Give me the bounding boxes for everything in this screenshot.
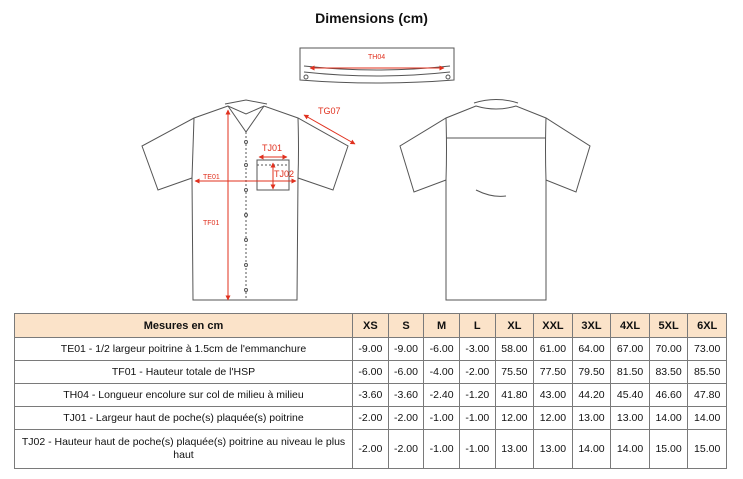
table-cell: 79.50 [572, 361, 611, 384]
table-cell: -2.40 [424, 384, 460, 407]
table-cell: 58.00 [495, 338, 534, 361]
table-cell: 73.00 [688, 338, 727, 361]
table-cell: -6.00 [353, 361, 389, 384]
table-row [15, 384, 727, 407]
table-cell: 67.00 [611, 338, 650, 361]
table-cell: 12.00 [495, 407, 534, 430]
back-shirt-illustration [400, 100, 590, 301]
tf01-label: TF01 [203, 220, 220, 227]
table-cell: -3.60 [353, 384, 389, 407]
size-header: 6XL [688, 314, 727, 338]
size-header: XS [353, 314, 389, 338]
front-shirt-illustration [142, 100, 348, 300]
table-cell: -6.00 [388, 361, 424, 384]
table-row [15, 361, 727, 384]
table-cell: 14.00 [611, 430, 650, 469]
table-cell: 15.00 [649, 430, 688, 469]
table-cell: 41.80 [495, 384, 534, 407]
table-cell: 83.50 [649, 361, 688, 384]
table-cell: -6.00 [424, 338, 460, 361]
table-cell: 81.50 [611, 361, 650, 384]
table-cell: -9.00 [353, 338, 389, 361]
size-header: XXL [534, 314, 573, 338]
table-cell: 61.00 [534, 338, 573, 361]
measure-label: TJ02 - Hauteur haut de poche(s) plaquée(s) poitrine au niveau le plus haut [15, 430, 353, 469]
table-cell: 13.00 [534, 430, 573, 469]
table-cell: 43.00 [534, 384, 573, 407]
table-cell: 14.00 [688, 407, 727, 430]
table-cell: 13.00 [572, 407, 611, 430]
size-header: 4XL [611, 314, 650, 338]
te01-label: TE01 [203, 174, 220, 181]
table-header-row [15, 314, 727, 338]
measure-label: TE01 - 1/2 largeur poitrine à 1.5cm de l'emmanchure [15, 338, 353, 361]
page-title: Dimensions (cm) [315, 10, 428, 26]
table-row [15, 430, 727, 469]
table-cell: -4.00 [424, 361, 460, 384]
table-cell: -1.20 [459, 384, 495, 407]
table-cell: -3.60 [388, 384, 424, 407]
table-cell: 14.00 [649, 407, 688, 430]
table-cell: -2.00 [388, 430, 424, 469]
table-cell: 85.50 [688, 361, 727, 384]
measure-label: TJ01 - Largeur haut de poche(s) plaquée(s) poitrine [15, 407, 353, 430]
table-cell: -3.00 [459, 338, 495, 361]
table-cell: 75.50 [495, 361, 534, 384]
table-cell: -1.00 [459, 430, 495, 469]
table-row [15, 407, 727, 430]
measure-label: TH04 - Longueur encolure sur col de milieu à milieu [15, 384, 353, 407]
tg07-label: TG07 [318, 106, 341, 116]
size-header: L [459, 314, 495, 338]
table-cell: -2.00 [388, 407, 424, 430]
table-cell: -1.00 [424, 430, 460, 469]
table-cell: -1.00 [459, 407, 495, 430]
header-label: Mesures en cm [15, 314, 353, 338]
table-cell: 45.40 [611, 384, 650, 407]
table-cell: 15.00 [688, 430, 727, 469]
table-cell: -1.00 [424, 407, 460, 430]
table-cell: -2.00 [459, 361, 495, 384]
table-cell: 12.00 [534, 407, 573, 430]
table-cell: -2.00 [353, 407, 389, 430]
size-header: S [388, 314, 424, 338]
table-cell: 77.50 [534, 361, 573, 384]
size-header: M [424, 314, 460, 338]
size-header: 3XL [572, 314, 611, 338]
table-cell: 14.00 [572, 430, 611, 469]
tj02-label: TJ02 [274, 169, 295, 179]
table-cell: 44.20 [572, 384, 611, 407]
table-cell: -9.00 [388, 338, 424, 361]
table-cell: 70.00 [649, 338, 688, 361]
table-cell: 47.80 [688, 384, 727, 407]
table-cell: 13.00 [611, 407, 650, 430]
table-cell: 64.00 [572, 338, 611, 361]
measure-label: TF01 - Hauteur totale de l'HSP [15, 361, 353, 384]
table-cell: 13.00 [495, 430, 534, 469]
table-cell: -2.00 [353, 430, 389, 469]
table-cell: 46.60 [649, 384, 688, 407]
th04-label: TH04 [368, 54, 386, 61]
size-header: XL [495, 314, 534, 338]
tj01-label: TJ01 [262, 143, 283, 153]
size-header: 5XL [649, 314, 688, 338]
size-chart-table [14, 313, 727, 469]
table-row [15, 338, 727, 361]
